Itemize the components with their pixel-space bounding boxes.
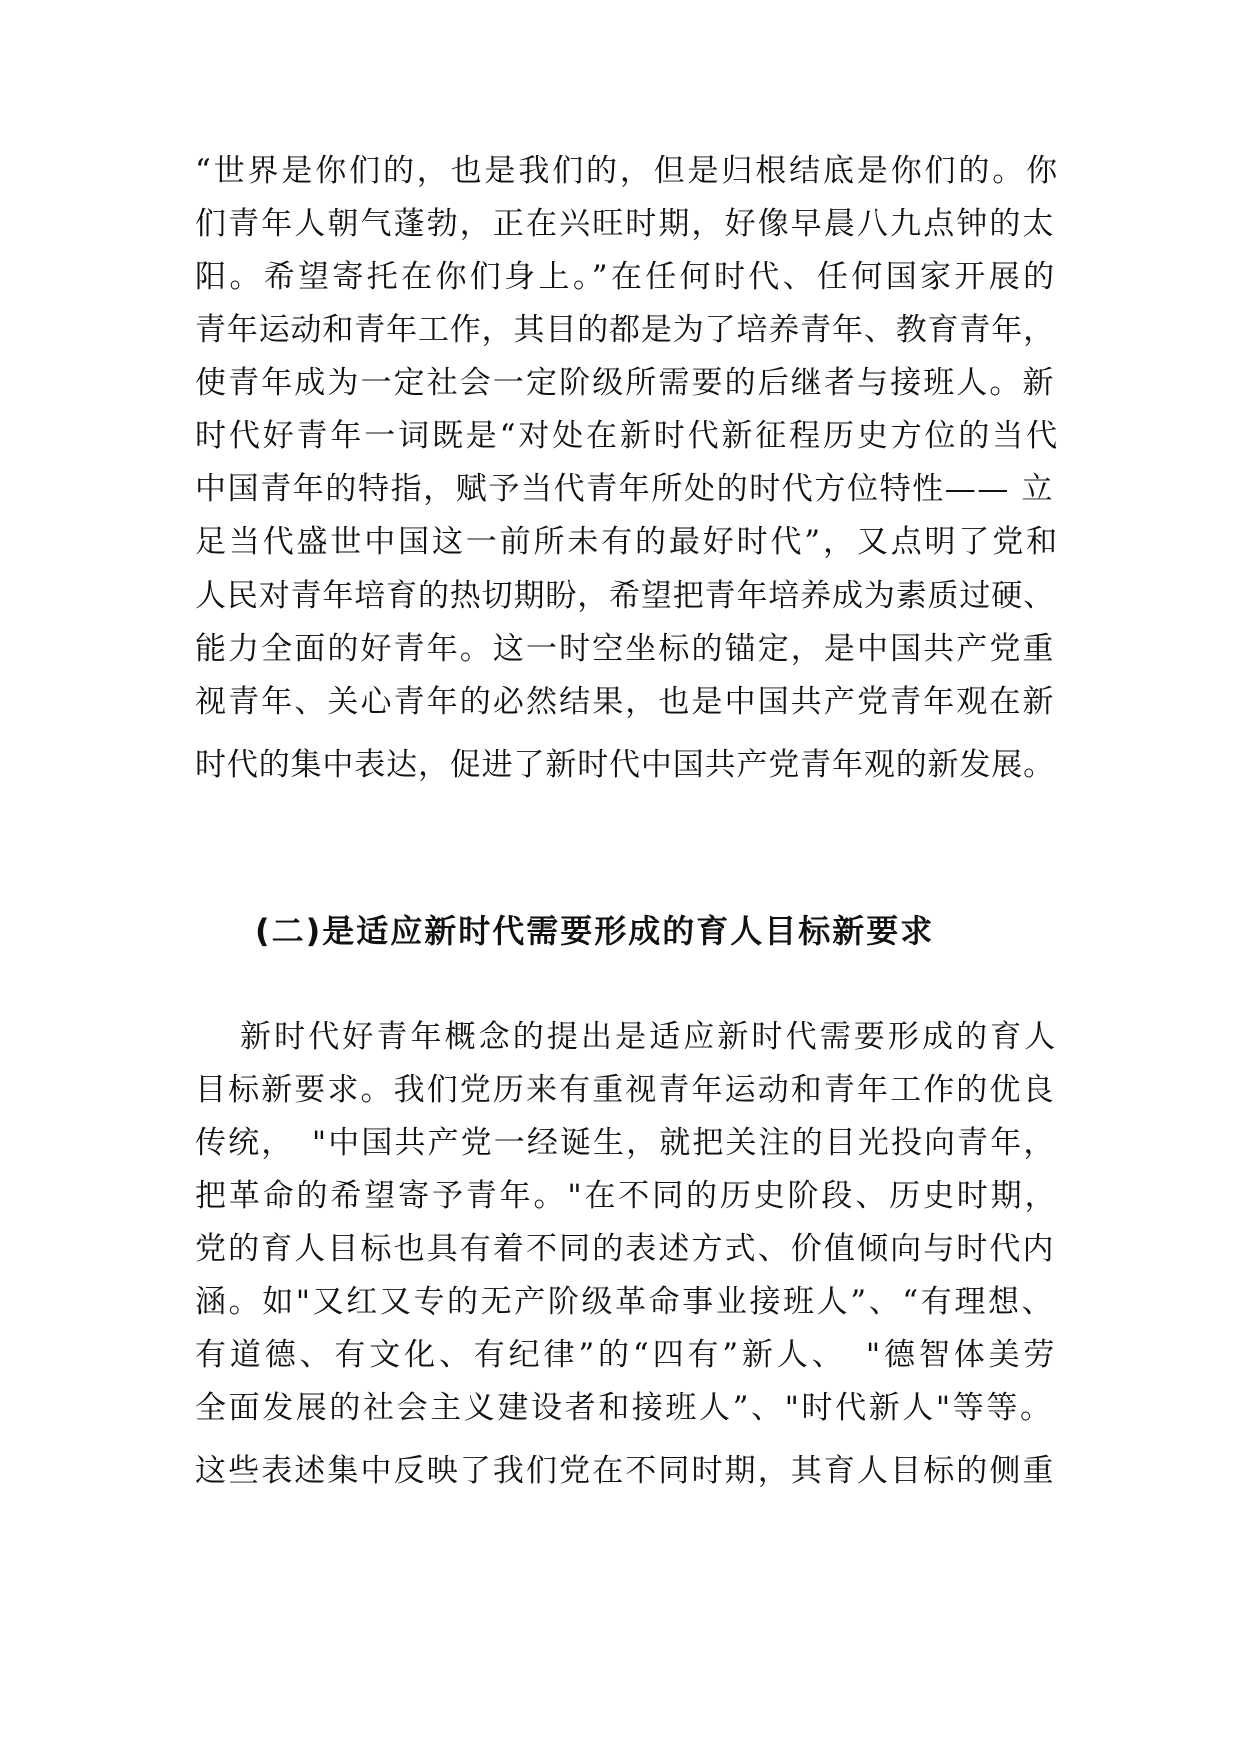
paragraph-line: 青年运动和青年工作，其目的都是为了培养青年、教育青年，	[195, 312, 1055, 348]
paragraph-line: “世界是你们的，也是我们的，但是归根结底是你们的。你	[195, 153, 1060, 189]
paragraph-line: 党的育人目标也具有着不同的表述方式、价值倾向与时代内	[195, 1231, 1056, 1267]
paragraph-line: 时代好青年一词既是“对处在新时代新征程历史方位的当代	[195, 418, 1060, 454]
section-heading: (二)是适应新时代需要形成的育人目标新要求	[255, 912, 935, 950]
paragraph-line: 视青年、关心青年的必然结果，也是中国共产党青年观在新	[195, 684, 1056, 720]
paragraph-line: 这些表述集中反映了我们党在不同时期，其育人目标的侧重	[195, 1453, 1056, 1489]
paragraph-line: 足当代盛世中国这一前所未有的最好时代”，又点明了党和	[195, 524, 1060, 560]
paragraph-line: 涵。如"又红又专的无产阶级革命事业接班人”、“有理想、	[195, 1284, 1056, 1320]
paragraph-line: 能力全面的好青年。这一时空坐标的锚定，是中国共产党重	[195, 631, 1056, 667]
paragraph-line: 人民对青年培育的热切期盼，希望把青年培养成为素质过硬、	[195, 578, 1055, 614]
paragraph-line: 有道德、有文化、有纪律”的“四有”新人、 "德智体美劳	[195, 1337, 1059, 1373]
paragraph-line: 时代的集中表达，促进了新时代中国共产党青年观的新发展。	[195, 747, 1055, 783]
paragraph-line: 中国青年的特指，赋予当代青年所处的时代方位特性—— 立	[195, 471, 1055, 507]
paragraph-line: 新时代好青年概念的提出是适应新时代需要形成的育人	[240, 1019, 1059, 1055]
paragraph-line: 把革命的希望寄予青年。"在不同的历史阶段、历史时期，	[195, 1178, 1059, 1214]
paragraph-line: 全面发展的社会主义建设者和接班人”、"时代新人"等等。	[195, 1390, 1054, 1426]
paragraph-line: 目标新要求。我们党历来有重视青年运动和青年工作的优良	[195, 1072, 1056, 1108]
paragraph-line: 使青年成为一定社会一定阶级所需要的后继者与接班人。新	[195, 365, 1056, 401]
paragraph-line: 阳。希望寄托在你们身上。”在任何时代、任何国家开展的	[195, 259, 1058, 295]
paragraph-line: 们青年人朝气蓬勃，正在兴旺时期，好像早晨八九点钟的太	[195, 206, 1056, 242]
paragraph-line: 传统， "中国共产党一经诞生，就把关注的目光投向青年，	[195, 1125, 1057, 1161]
